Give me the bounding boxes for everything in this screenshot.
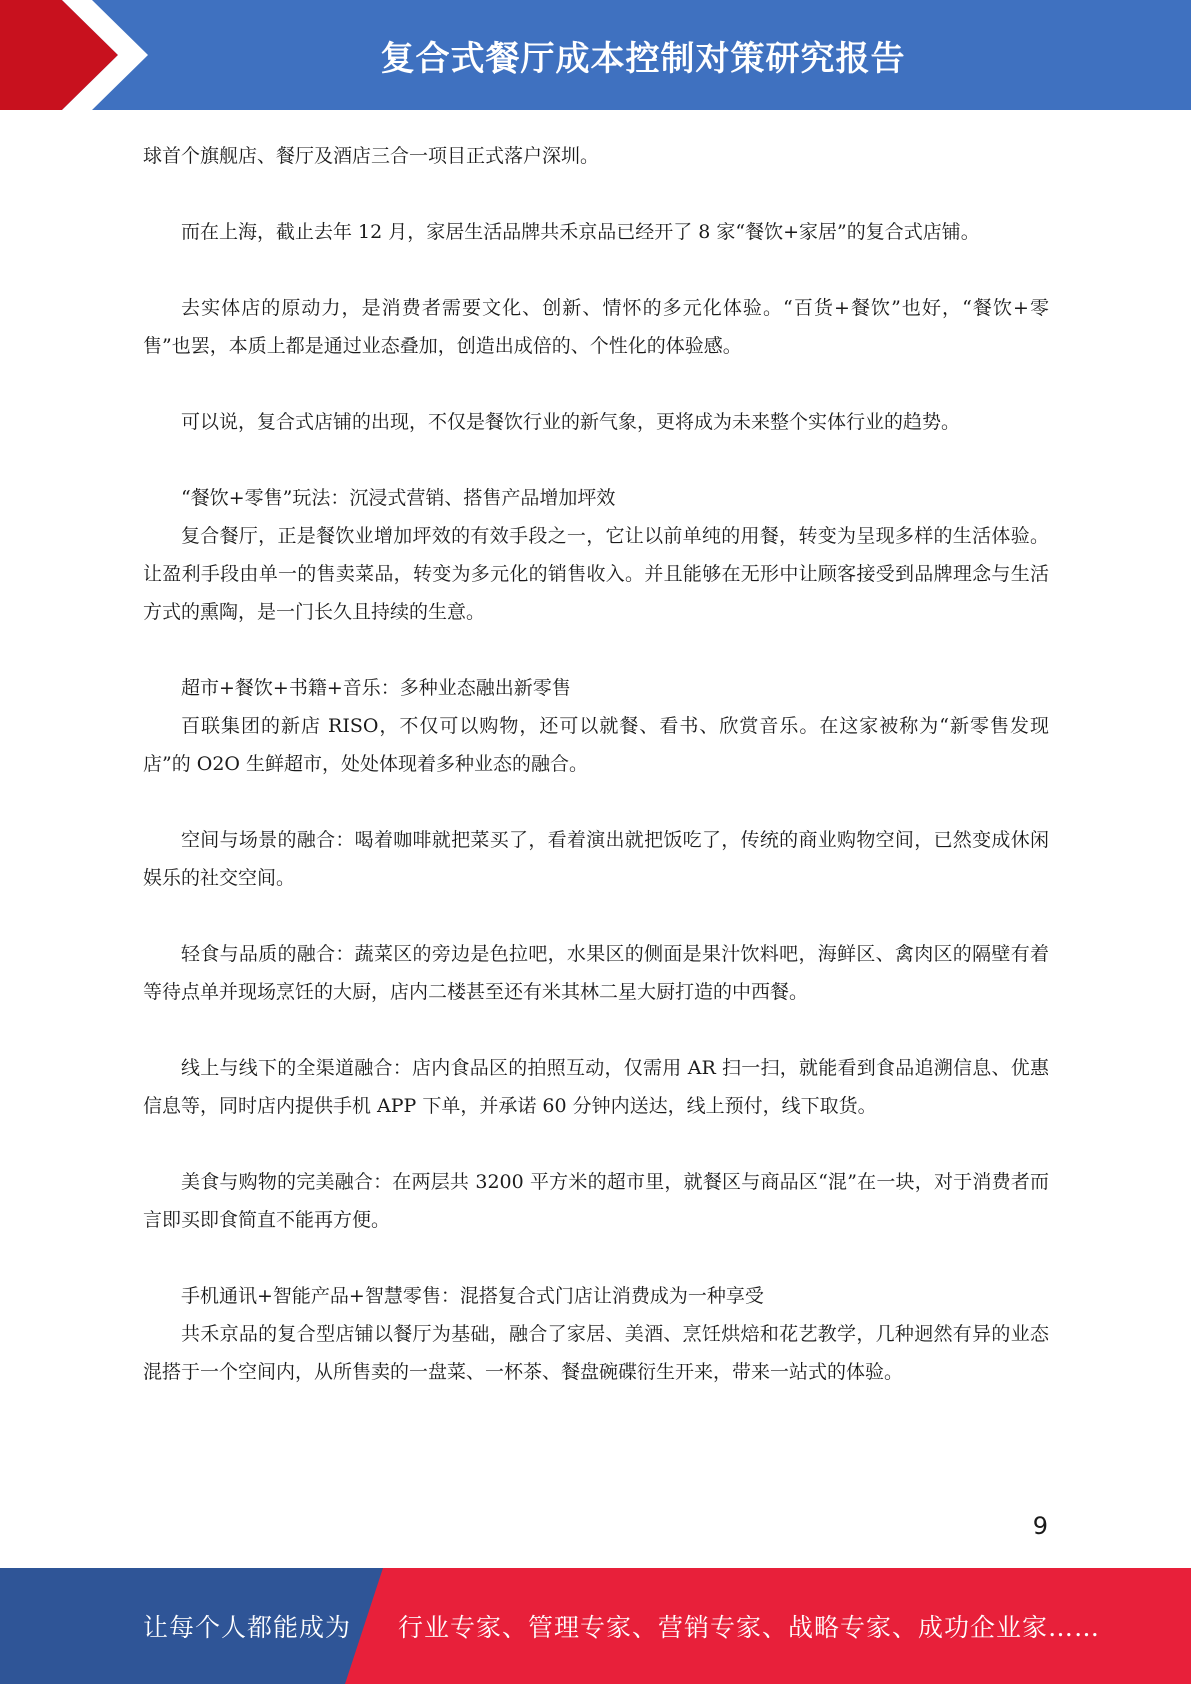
paragraph: 可以说，复合式店铺的出现，不仅是餐饮行业的新气象，更将成为未来整个实体行业的趋势。 [181, 411, 961, 433]
paragraph: 复合餐厅，正是餐饮业增加坪效的有效手段之一，它让以前单纯的用餐，转变为呈现多样的生活体验。让盈利手段由单一的售卖菜品，转变为多元化的销售收入。并且能够在无形中让顾客接受到品牌理念与生活方式的熏陶，是一门长久且持续的生意。 [143, 525, 1049, 623]
paragraph: 百联集团的新店 RISO，不仅可以购物，还可以就餐、看书、欣赏音乐。在这家被称为“新零售发现店”的 O2O 生鲜超市，处处体现着多种业态的融合。 [143, 715, 1049, 775]
page-footer [0, 1568, 1191, 1684]
footer-slogan-right: 行业专家、管理专家、营销专家、战略专家、成功企业家…… [398, 1613, 1101, 1642]
section-heading: 超市+餐饮+书籍+音乐：多种业态融出新零售 [181, 677, 571, 699]
section-heading: “餐饮+零售”玩法：沉浸式营销、搭售产品增加坪效 [181, 487, 616, 509]
document-title: 复合式餐厅成本控制对策研究报告 [380, 38, 906, 79]
paragraph: 线上与线下的全渠道融合：店内食品区的拍照互动，仅需用 AR 扫一扫，就能看到食品追溯信息、优惠信息等，同时店内提供手机 APP 下单，并承诺 60 分钟内送达，线上预付，线下取货。 [143, 1057, 1049, 1117]
paragraph: 共禾京品的复合型店铺以餐厅为基础，融合了家居、美酒、烹饪烘焙和花艺教学，几种迥然有异的业态混搭于一个空间内，从所售卖的一盘菜、一杯茶、餐盘碗碟衍生开来，带来一站式的体验。 [143, 1323, 1049, 1383]
section-heading: 手机通讯+智能产品+智慧零售：混搭复合式门店让消费成为一种享受 [181, 1285, 764, 1307]
footer-slogan-left: 让每个人都能成为 [143, 1613, 352, 1642]
paragraph: 球首个旗舰店、餐厅及酒店三合一项目正式落户深圳。 [143, 145, 600, 167]
page-header [0, 0, 1191, 110]
page-number: 9 [1032, 1512, 1048, 1540]
document-body [143, 137, 1049, 1429]
paragraph: 美食与购物的完美融合：在两层共 3200 平方米的超市里，就餐区与商品区“混”在一块，对于消费者而言即买即食简直不能再方便。 [143, 1171, 1049, 1231]
paragraph: 去实体店的原动力，是消费者需要文化、创新、情怀的多元化体验。“百货+餐饮”也好，“餐饮+零售”也罢，本质上都是通过业态叠加，创造出成倍的、个性化的体验感。 [143, 297, 1049, 357]
paragraph: 而在上海，截止去年 12 月，家居生活品牌共禾京品已经开了 8 家“餐饮+家居”的复合式店铺。 [181, 221, 980, 243]
paragraph: 轻食与品质的融合：蔬菜区的旁边是色拉吧，水果区的侧面是果汁饮料吧，海鲜区、禽肉区的隔壁有着等待点单并现场烹饪的大厨，店内二楼甚至还有米其林二星大厨打造的中西餐。 [143, 943, 1049, 1003]
paragraph: 空间与场景的融合：喝着咖啡就把菜买了，看着演出就把饭吃了，传统的商业购物空间，已然变成休闲娱乐的社交空间。 [143, 829, 1049, 889]
